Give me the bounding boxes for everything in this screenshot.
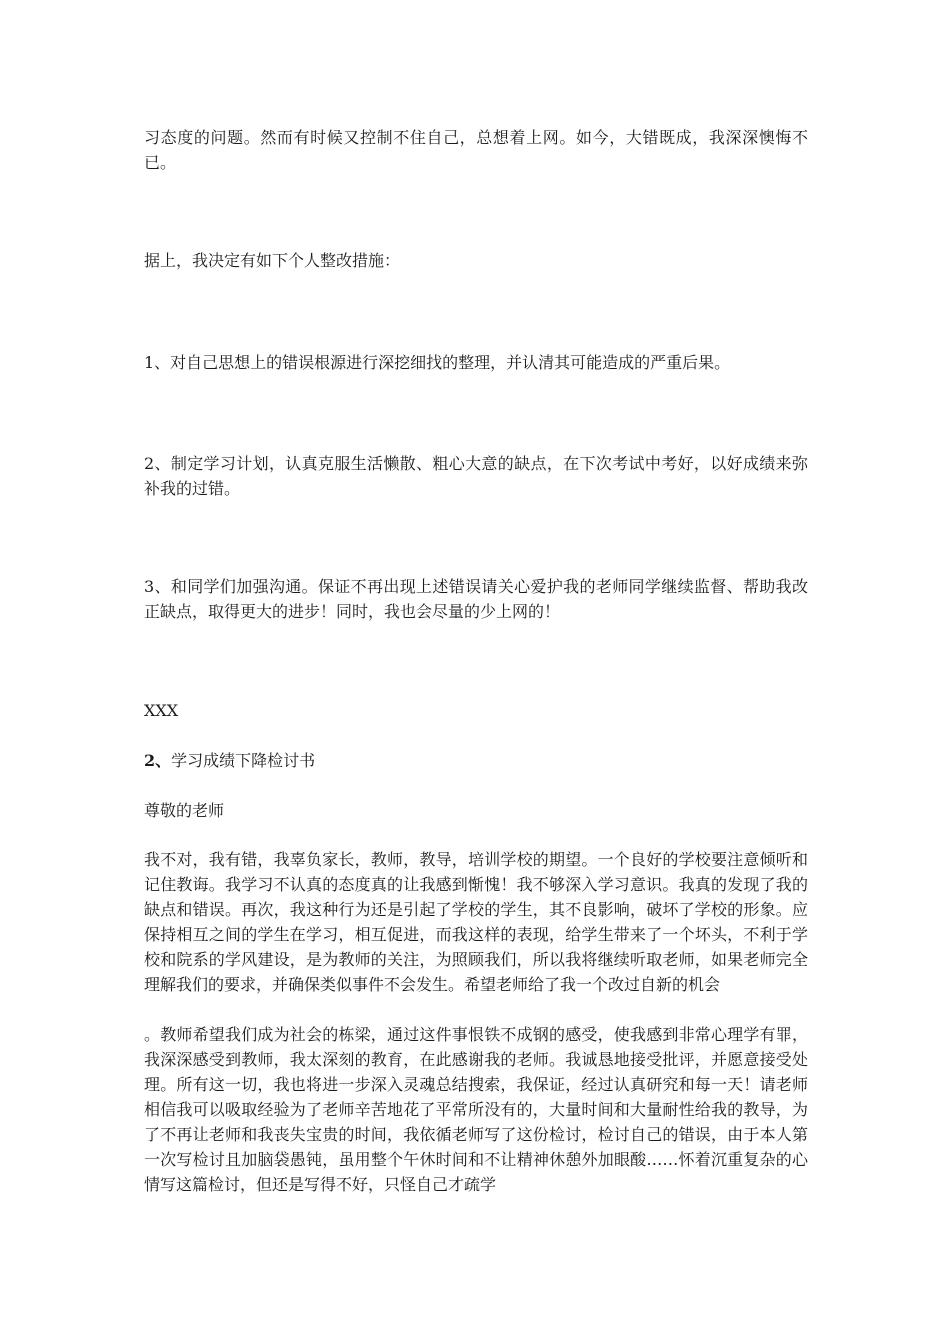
paragraph-measure-1: 1、对自己思想上的错误根源进行深挖细找的整理，并认清其可能造成的严重后果。	[144, 353, 731, 372]
body-paragraph-2: 。教师希望我们成为社会的栋梁，通过这件事恨铁不成钢的感受，使我感到非常心理学有罪，我深深感受到教师，我太深刻的教育，在此感谢我的老师。我诚恳地接受批评，并愿意接受处理。所有这一切，我也将进一步深入灵魂总结搜索，我保证，经过认真研究和每一天！请老师相信我可以吸取经验为了老师辛苦地花了平常所没有的，大量时间和大量耐性给我的教导，为了不再让老师和我丧失宝贵的时间，我依循老师写了这份检讨，检讨自己的错误，由于本人第一次写检讨且加脑袋愚钝，虽用整个午休时间和不让精神休憩外加眼酸……怀着沉重复杂的心情写这篇检讨，但还是写得不好，只怪自己才疏学	[144, 1025, 808, 1194]
paragraph-rectification-intro: 据上，我决定有如下个人整改措施：	[144, 251, 401, 270]
signature: XXX	[144, 701, 179, 720]
paragraph-measure-3: 3、和同学们加强沟通。保证不再出现上述错误请关心爱护我的老师同学继续监督、帮助我改正缺点，取得更大的进步！同时，我也会尽量的少上网的！	[144, 577, 808, 621]
paragraph-measure-2: 2、制定学习计划，认真克服生活懒散、粗心大意的缺点，在下次考试中考好，以好成绩来弥补我的过错。	[144, 454, 808, 498]
paragraph-study-attitude: 习态度的问题。然而有时候又控制不住自己，总想着上网。如今，大错既成，我深深懊悔不已。	[144, 128, 808, 172]
salutation: 尊敬的老师	[144, 801, 225, 820]
section-heading	[144, 748, 808, 773]
section-heading-number: 2、	[144, 751, 172, 770]
body-paragraph-1: 我不对，我有错，我辜负家长，教师，教导，培训学校的期望。一个良好的学校要注意倾听和记住教诲。我学习不认真的态度真的让我感到惭愧！我不够深入学习意识。我真的发现了我的缺点和错误。再次，我这种行为还是引起了学校的学生，其不良影响，破坏了学校的形象。应保持相互之间的学生在学习，相互促进，而我这样的表现，给学生带来了一个坏头，不利于学校和院系的学风建设，是为教师的关注，为照顾我们，所以我将继续听取老师，如果老师完全理解我们的要求，并确保类似事件不会发生。希望老师给了我一个改过自新的机会	[144, 850, 808, 994]
section-heading-title: 学习成绩下降检讨书	[171, 751, 316, 770]
